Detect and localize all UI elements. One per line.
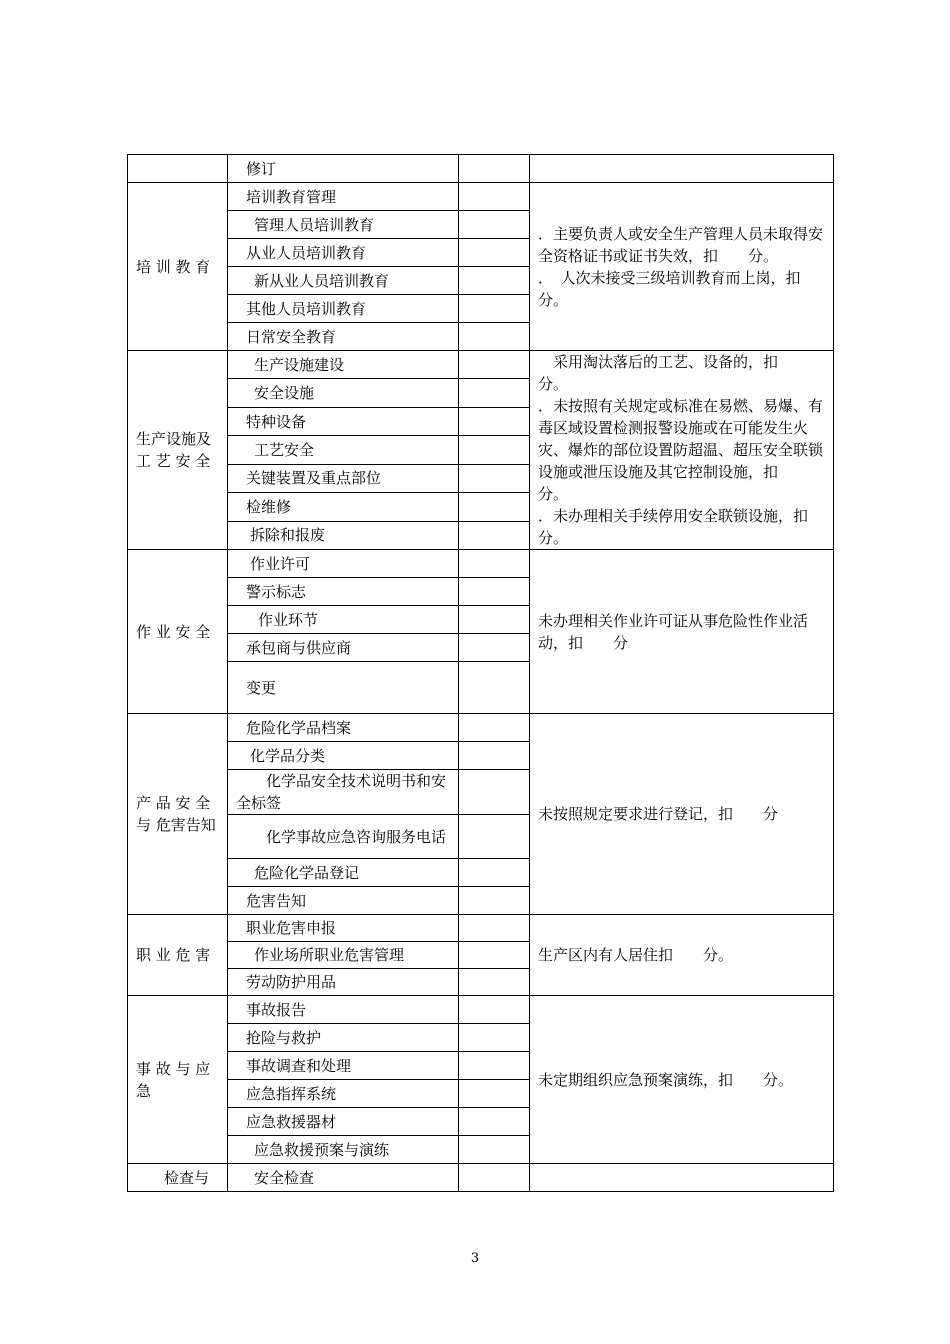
score-cell xyxy=(459,295,530,323)
item-cell: 作业许可 xyxy=(228,550,459,578)
score-cell xyxy=(459,464,530,492)
note-line: ． 人次未接受三级培训教育而上岗，扣 分。 xyxy=(538,268,831,309)
note-line: 生产区内有人居住扣 分。 xyxy=(538,946,734,964)
item-cell: 生产设施建设 xyxy=(228,351,459,379)
category-label: 作 业 安 全 xyxy=(136,622,211,641)
score-cell xyxy=(459,969,530,996)
item-cell: 修订 xyxy=(228,155,459,183)
category-label: 职 业 危 害 xyxy=(136,946,211,964)
score-cell xyxy=(459,1024,530,1052)
table-row xyxy=(128,155,834,183)
score-cell xyxy=(459,1136,530,1164)
item-cell: 其他人员培训教育 xyxy=(228,295,459,323)
note-line: ．未按照有关规定或标准在易燃、易爆、有毒区域设置检测报警设施或在可能发生火灾、爆炸的部位设置防超温、超压安全联锁设施或泄压设施及其它控制设施，扣 分。 xyxy=(538,397,824,503)
score-cell xyxy=(459,267,530,295)
item-cell: 培训教育管理 xyxy=(228,183,459,211)
item-cell: 从业人员培训教育 xyxy=(228,239,459,267)
category-cell xyxy=(128,996,228,1164)
category-label: 产 品 安 全与 危害告知 xyxy=(136,794,216,834)
item-cell: 应急救援器材 xyxy=(228,1108,459,1136)
item-cell: 拆除和报废 xyxy=(228,521,459,549)
table-row xyxy=(128,714,834,742)
category-cell xyxy=(128,351,228,550)
item-cell: 管理人员培训教育 xyxy=(228,211,459,239)
item-cell: 变更 xyxy=(228,662,459,714)
item-cell: 职业危害申报 xyxy=(228,915,459,942)
safety-standard-table xyxy=(127,154,839,1192)
note-line: 未办理相关作业许可证从事危险性作业活动，扣 分 xyxy=(538,611,809,652)
score-cell xyxy=(459,521,530,549)
score-cell xyxy=(459,634,530,662)
score-cell xyxy=(459,407,530,435)
table-row xyxy=(128,550,834,578)
note-cell xyxy=(530,183,834,351)
note-cell xyxy=(530,351,839,550)
category-cell xyxy=(128,915,228,996)
score-cell xyxy=(459,239,530,267)
score-cell xyxy=(459,578,530,606)
item-cell: 危险化学品档案 xyxy=(228,714,459,742)
item-cell: 化学品分类 xyxy=(228,742,459,770)
item-cell: 安全检查 xyxy=(228,1164,459,1192)
table-row xyxy=(128,996,834,1024)
note-cell xyxy=(530,1164,834,1192)
score-cell xyxy=(459,742,530,770)
score-cell xyxy=(459,770,530,815)
item-cell: 作业环节 xyxy=(228,606,459,634)
score-cell xyxy=(459,815,530,859)
note-cell xyxy=(530,714,834,915)
note-line: 未按照规定要求进行登记，扣 分 xyxy=(538,805,779,823)
score-cell xyxy=(459,436,530,464)
item-cell: 检维修 xyxy=(228,493,459,521)
note-line: 未定期组织应急预案演练，扣 分。 xyxy=(538,1070,794,1089)
score-cell xyxy=(459,323,530,351)
table-row xyxy=(128,351,834,379)
score-cell xyxy=(459,714,530,742)
score-cell xyxy=(459,379,530,407)
score-cell xyxy=(459,1164,530,1192)
item-cell: 日常安全教育 xyxy=(228,323,459,351)
item-cell: 劳动防护用品 xyxy=(228,969,459,996)
item-cell: 警示标志 xyxy=(228,578,459,606)
score-cell xyxy=(459,211,530,239)
table-row xyxy=(128,915,834,942)
score-cell xyxy=(459,1052,530,1080)
item-cell: 承包商与供应商 xyxy=(228,634,459,662)
item-cell: 事故调查和处理 xyxy=(228,1052,459,1080)
category-label: 生产设施及 工 艺 安 全 xyxy=(136,430,212,470)
note-line: ．主要负责人或安全生产管理人员未取得安全资格证书或证书失效，扣 分。 xyxy=(538,224,824,265)
category-cell xyxy=(128,155,228,183)
item-cell: 应急指挥系统 xyxy=(228,1080,459,1108)
note-cell xyxy=(530,996,834,1164)
note-line: 采用淘汰落后的工艺、设备的，扣 分。 xyxy=(538,353,809,393)
item-cell: 化学品安全技术说明书和安全标签 xyxy=(228,770,459,815)
category-cell xyxy=(128,714,228,915)
note-cell xyxy=(530,155,834,183)
score-cell xyxy=(459,351,530,379)
item-cell: 抢险与救护 xyxy=(228,1024,459,1052)
item-cell: 事故报告 xyxy=(228,996,459,1024)
score-cell xyxy=(459,859,530,887)
category-cell xyxy=(128,1164,228,1192)
category-label: 培 训 教 育 xyxy=(136,257,211,276)
item-cell: 应急救援预案与演练 xyxy=(228,1136,459,1164)
item-cell: 危害告知 xyxy=(228,887,459,915)
item-cell: 化学事故应急咨询服务电话 xyxy=(228,815,459,859)
score-cell xyxy=(459,550,530,578)
table-row xyxy=(128,183,834,211)
category-label: 事 故 与 应急 xyxy=(136,1059,211,1100)
category-label: 检查与 xyxy=(164,1168,210,1187)
item-cell: 危险化学品登记 xyxy=(228,859,459,887)
note-cell xyxy=(530,550,834,714)
category-cell xyxy=(128,550,228,714)
note-cell xyxy=(530,915,834,996)
item-cell: 新从业人员培训教育 xyxy=(228,267,459,295)
note-line: ．未办理相关手续停用安全联锁设施，扣 分。 xyxy=(538,507,839,547)
score-cell xyxy=(459,887,530,915)
score-cell xyxy=(459,662,530,714)
score-cell xyxy=(459,1108,530,1136)
score-cell xyxy=(459,183,530,211)
item-cell: 工艺安全 xyxy=(228,436,459,464)
score-cell xyxy=(459,996,530,1024)
item-cell: 特种设备 xyxy=(228,407,459,435)
item-cell: 关键装置及重点部位 xyxy=(228,464,459,492)
item-cell: 安全设施 xyxy=(228,379,459,407)
score-cell xyxy=(459,1080,530,1108)
score-cell xyxy=(459,606,530,634)
score-cell xyxy=(459,915,530,942)
score-cell xyxy=(459,493,530,521)
category-cell xyxy=(128,183,228,351)
page-number: 3 xyxy=(470,1251,480,1266)
score-cell xyxy=(459,942,530,969)
table-row xyxy=(128,1164,834,1192)
score-cell xyxy=(459,155,530,183)
item-cell: 作业场所职业危害管理 xyxy=(228,942,459,969)
